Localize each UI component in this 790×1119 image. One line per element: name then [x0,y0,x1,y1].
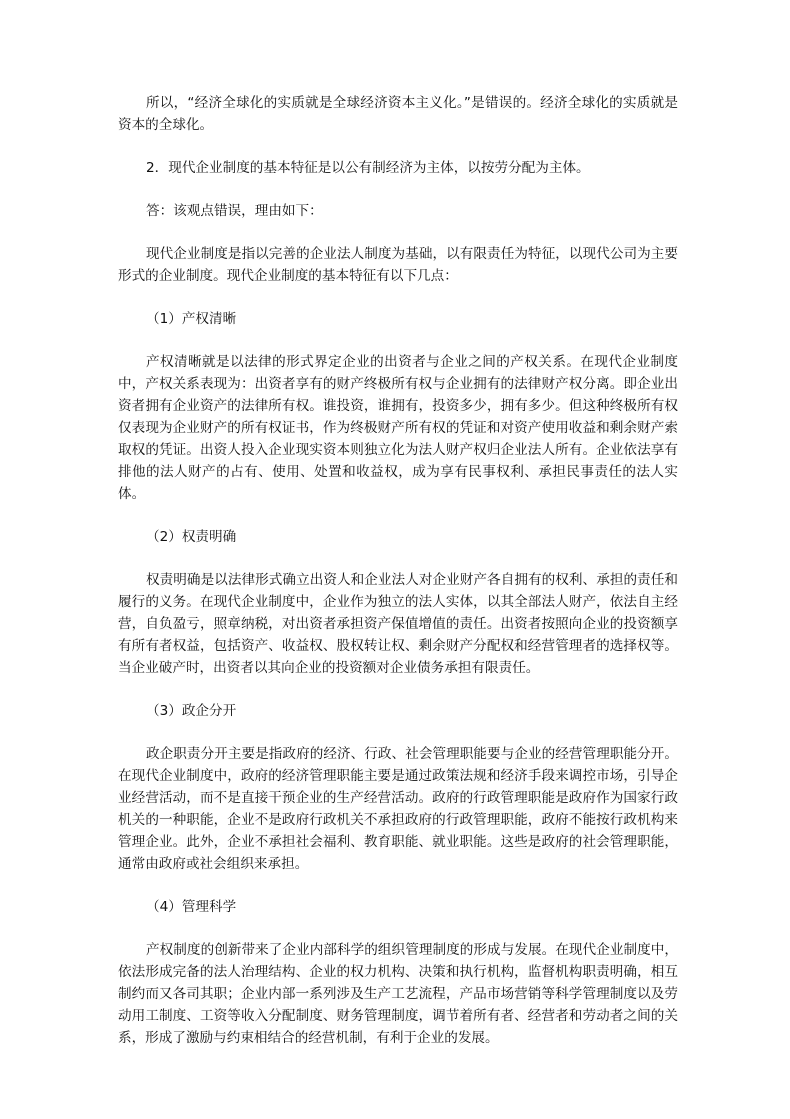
subheading-scientific-management: （4）管理科学 [146,899,237,915]
paragraph-government-enterprise: 政企职责分开主要是指政府的经济、行政、社会管理职能要与企业的经营管理职能分开。在现代企业制度中，政府的经济管理职能主要是通过政策法规和经济手段来调控市场，引导企业经营活动，而不是直接干预企业的生产经营活动。政府的行政管理职能是政府作为国家行政机关的一种职能，企业不是政府行政机关不承担政府的行政管理职能，政府不能按行政机构来管理企业。此外，企业不承担社会福利、教育职能、就业职能。这些是政府的社会管理职能，通常由政府或社会组织来承担。 [118,746,678,872]
paragraph-definition: 现代企业制度是指以完善的企业法人制度为基础，以有限责任为特征，以现代公司为主要形式的企业制度。现代企业制度的基本特征有以下几点： [118,246,678,284]
subheading-property-rights: （1）产权清晰 [146,311,237,327]
answer-intro: 答：该观点错误，理由如下： [146,203,323,219]
document-body [118,92,678,1070]
paragraph-property-rights: 产权清晰就是以法律的形式界定企业的出资者与企业之间的产权关系。在现代企业制度中，产权关系表现为：出资者享有的财产终极所有权与企业拥有的法律财产权分离。即企业出资者拥有企业资产的法律所有权。谁投资，谁拥有，投资多少，拥有多少。但这种终极所有权仅表现为企业财产的所有权证书，作为终极财产所有权的凭证和对资产使用收益和剩余财产索取权的凭证。出资人投入企业现实资本则独立化为法人财产权归企业法人所有。企业依法享有排他的法人财产的占有、使用、处置和收益权，成为享有民事权利、承担民事责任的法人实体。 [118,354,678,502]
subheading-rights-responsibilities: （2）权责明确 [146,529,237,545]
paragraph-conclusion: 所以，“经济全球化的实质就是全球经济资本主义化。”是错误的。经济全球化的实质就是资本的全球化。 [118,95,678,133]
subheading-government-enterprise: （3）政企分开 [146,703,237,719]
paragraph-rights-responsibilities: 权责明确是以法律形式确立出资人和企业法人对企业财产各自拥有的权利、承担的责任和履行的义务。在现代企业制度中，企业作为独立的法人实体，以其全部法人财产，依法自主经营，自负盈亏，照章纳税，对出资者承担资产保值增值的责任。出资者按照向企业的投资额享有所有者权益，包括资产、收益权、股权转让权、剩余财产分配权和经营管理者的选择权等。当企业破产时，出资者以其向企业的投资额对企业债务承担有限责任。 [118,572,678,676]
paragraph-scientific-management: 产权制度的创新带来了企业内部科学的组织管理制度的形成与发展。在现代企业制度中，依法形成完备的法人治理结构、企业的权力机构、决策和执行机构，监督机构职责明确，相互制约而又各司其职；企业内部一系列涉及生产工艺流程，产品市场营销等科学管理制度以及劳动用工制度、工资等收入分配制度、财务管理制度，调节着所有者、经营者和劳动者之间的关系，形成了激励与约束相结合的经营机制，有利于企业的发展。 [118,942,678,1046]
question-2: 2．现代企业制度的基本特征是以公有制经济为主体，以按劳分配为主体。 [146,160,590,176]
